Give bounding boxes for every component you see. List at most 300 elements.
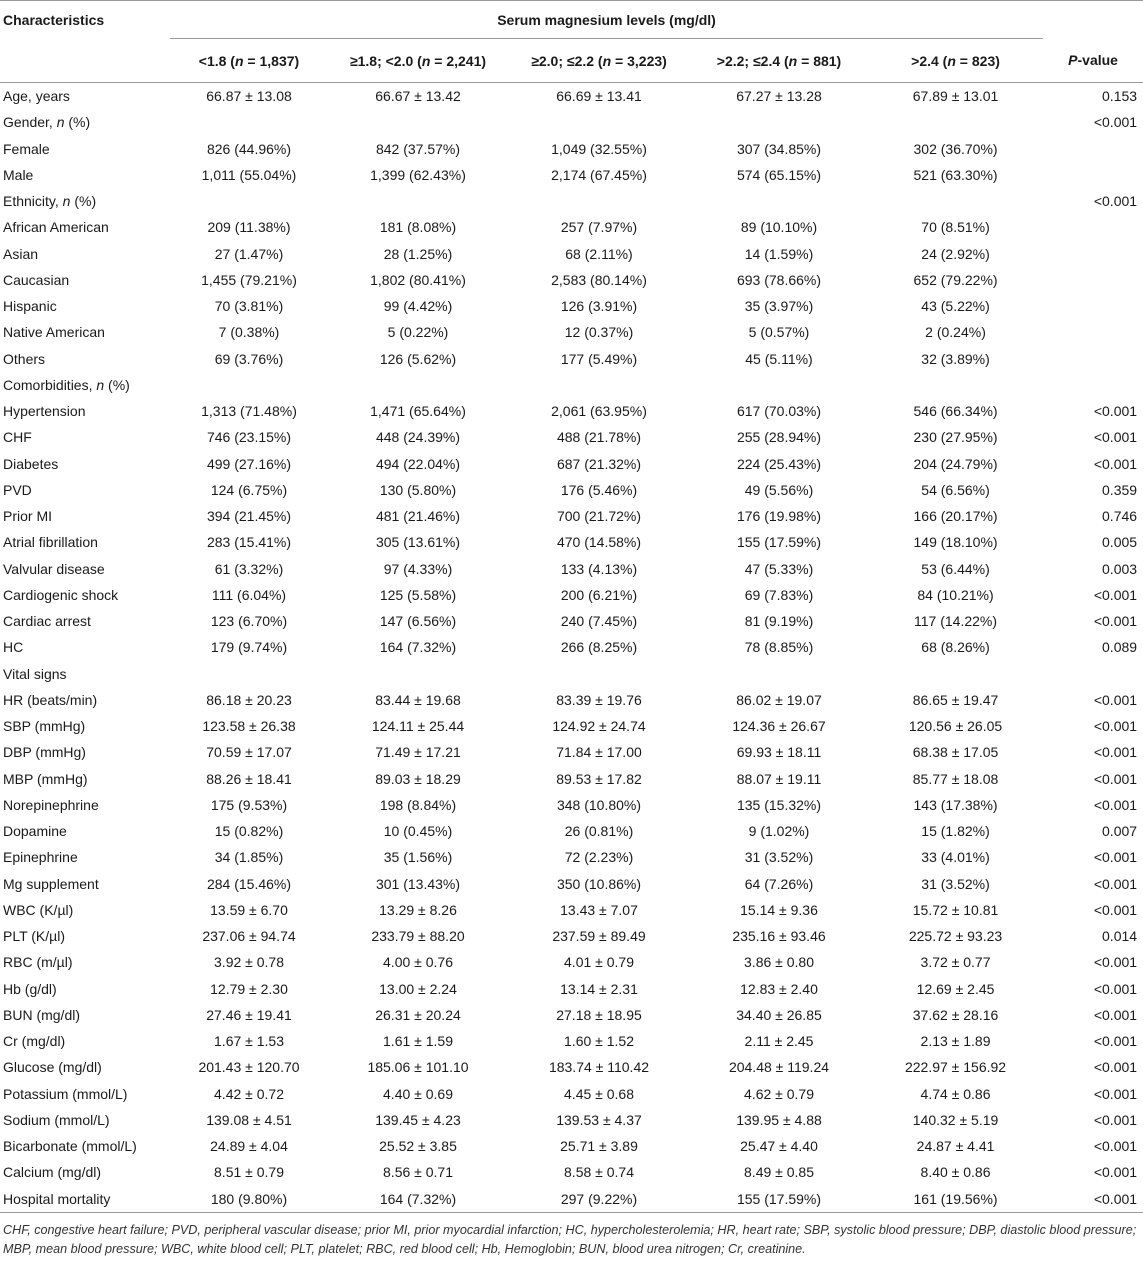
value-cell: 204.48 ± 119.24 [728, 1059, 830, 1076]
value-cell: 175 (9.53%) [210, 796, 288, 813]
value-cell: 72 (2.23%) [564, 849, 634, 866]
value-cell: 235.16 ± 93.46 [732, 928, 826, 945]
value-cell: 305 (13.61%) [375, 534, 461, 551]
value-cell: 1.61 ± 1.59 [383, 1033, 453, 1050]
value-cell: 177 (5.49%) [560, 350, 638, 367]
value-cell: 139.45 ± 4.23 [375, 1111, 461, 1128]
value-cell: 88.07 ± 19.11 [736, 770, 822, 787]
value-cell: 24 (2.92%) [921, 245, 990, 262]
value-cell: 139.08 ± 4.51 [206, 1111, 292, 1128]
table-row [0, 608, 1143, 634]
pvalue-cell: 0.746 [1102, 508, 1138, 525]
value-cell: 12.79 ± 2.30 [210, 980, 288, 997]
value-cell: 301 (13.43%) [375, 875, 461, 892]
pvalue-cell: <0.001 [1093, 1111, 1138, 1128]
table-row [0, 214, 1143, 240]
value-cell: 348 (10.80%) [556, 796, 642, 813]
value-cell: 13.43 ± 7.07 [560, 901, 638, 918]
value-cell: 97 (4.33%) [383, 560, 453, 577]
value-cell: 26.31 ± 20.24 [375, 1006, 461, 1023]
row-label: Diabetes [3, 455, 59, 472]
row-label: WBC (K/µl) [3, 901, 74, 918]
pvalue-cell: <0.001 [1093, 193, 1138, 210]
value-cell: 28 (1.25%) [383, 245, 453, 262]
value-cell: 31 (3.52%) [921, 875, 990, 892]
value-cell [868, 109, 1043, 135]
pvalue-cell: <0.001 [1093, 586, 1138, 603]
value-cell: 25.47 ± 4.40 [740, 1138, 818, 1155]
row-label: Glucose (mg/dl) [3, 1059, 102, 1076]
pvalue-cell: <0.001 [1093, 613, 1138, 630]
value-cell: 86.18 ± 20.23 [206, 691, 292, 708]
row-label: Age, years [3, 88, 70, 105]
value-cell: 24.87 ± 4.41 [916, 1138, 995, 1155]
pvalue-cell [1043, 214, 1143, 240]
value-cell: 35 (3.97%) [744, 298, 814, 315]
row-label: Others [3, 350, 46, 367]
value-cell: 470 (14.58%) [556, 534, 642, 551]
value-cell: 69.93 ± 18.11 [736, 744, 822, 761]
pvalue-cell [1043, 372, 1143, 398]
value-cell: 66.87 ± 13.08 [206, 88, 292, 105]
table-row [0, 792, 1143, 818]
pvalue-cell: <0.001 [1093, 901, 1138, 918]
table-row [0, 897, 1143, 923]
value-cell [868, 372, 1043, 398]
value-cell: 255 (28.94%) [736, 429, 822, 446]
row-label: HC [3, 639, 24, 656]
value-cell: 26 (0.81%) [564, 823, 634, 840]
value-cell: 237.59 ± 89.49 [552, 928, 646, 945]
table-row [0, 267, 1143, 293]
pvalue-cell: <0.001 [1093, 718, 1138, 735]
characteristics-header: Characteristics [0, 1, 170, 39]
value-cell: 85.77 ± 18.08 [912, 770, 999, 787]
row-label: BUN (mg/dl) [3, 1006, 81, 1023]
value-cell: 1.60 ± 1.52 [564, 1033, 634, 1050]
value-cell [868, 661, 1043, 687]
value-cell: 25.52 ± 3.85 [379, 1138, 457, 1155]
value-cell: 166 (20.17%) [913, 508, 998, 525]
table-row [0, 739, 1143, 765]
value-cell: 181 (8.08%) [379, 219, 457, 236]
row-label: SBP (mmHg) [3, 718, 86, 735]
row-label: MBP (mmHg) [3, 770, 88, 787]
value-cell: 574 (65.15%) [736, 166, 822, 183]
table-row [0, 398, 1143, 424]
value-cell: 204 (24.79%) [913, 455, 998, 472]
value-cell: 687 (21.32%) [556, 455, 642, 472]
value-cell: 155 (17.59%) [736, 534, 822, 551]
value-cell: 12.69 ± 2.45 [916, 980, 995, 997]
value-cell: 89.03 ± 18.29 [375, 770, 461, 787]
pvalue-cell: 0.003 [1102, 560, 1138, 577]
value-cell: 2,583 (80.14%) [551, 271, 647, 288]
value-cell: 3.92 ± 0.78 [214, 954, 284, 971]
value-cell: 546 (66.34%) [913, 403, 998, 420]
value-cell: 307 (34.85%) [736, 140, 822, 157]
value-cell: 8.56 ± 0.71 [383, 1164, 453, 1181]
row-label: Norepinephrine [3, 796, 99, 813]
value-cell: 201.43 ± 120.70 [198, 1059, 300, 1076]
table-row [0, 109, 1143, 135]
value-cell: 448 (24.39%) [375, 429, 461, 446]
value-cell: 5 (0.57%) [748, 324, 810, 341]
value-cell: 84 (10.21%) [917, 586, 994, 603]
table-row [0, 136, 1143, 162]
pvalue-cell: 0.153 [1102, 88, 1138, 105]
value-cell: 155 (17.59%) [690, 1186, 868, 1213]
value-cell: 83.39 ± 19.76 [556, 691, 642, 708]
row-label: Cardiogenic shock [3, 586, 119, 603]
value-cell: 693 (78.66%) [736, 271, 822, 288]
value-cell: 284 (15.46%) [206, 875, 292, 892]
value-cell: 70 (8.51%) [921, 219, 990, 236]
value-cell: 68 (8.26%) [921, 639, 990, 656]
value-cell: 8.40 ± 0.86 [920, 1164, 991, 1181]
value-cell [170, 188, 328, 214]
table-row [0, 556, 1143, 582]
value-cell: 183.74 ± 110.42 [548, 1059, 650, 1076]
row-label: Epinephrine [3, 849, 78, 866]
value-cell: 70.59 ± 17.07 [206, 744, 292, 761]
row-label: CHF [3, 429, 32, 446]
pvalue-cell [1043, 136, 1143, 162]
value-cell: 88.26 ± 18.41 [206, 770, 292, 787]
pvalue-cell: 0.089 [1102, 639, 1138, 656]
pvalue-cell: <0.001 [1093, 1138, 1138, 1155]
value-cell: 24.89 ± 4.04 [210, 1138, 288, 1155]
value-cell: 4.45 ± 0.68 [564, 1085, 634, 1102]
row-label: RBC (m/µl) [3, 954, 73, 971]
value-cell: 297 (9.22%) [508, 1186, 690, 1213]
value-cell: 78 (8.85%) [744, 639, 814, 656]
header-row-top [0, 1, 1143, 39]
value-cell: 230 (27.95%) [913, 429, 998, 446]
value-cell: 32 (3.89%) [921, 350, 990, 367]
row-label: Bicarbonate (mmol/L) [3, 1138, 137, 1155]
pvalue-cell: <0.001 [1093, 429, 1138, 446]
value-cell [690, 109, 868, 135]
value-cell: 10 (0.45%) [383, 823, 453, 840]
value-cell: 8.58 ± 0.74 [564, 1164, 634, 1181]
table-row [0, 477, 1143, 503]
value-cell: 86.02 ± 19.07 [736, 691, 822, 708]
value-cell: 81 (9.19%) [744, 613, 814, 630]
value-cell: 69 (7.83%) [744, 586, 814, 603]
value-cell: 64 (7.26%) [744, 875, 814, 892]
value-cell: 4.62 ± 0.79 [744, 1085, 814, 1102]
row-label: Gender, n (%) [3, 114, 91, 131]
pvalue-cell: <0.001 [1093, 1164, 1138, 1181]
pvalue-cell [1043, 319, 1143, 345]
table-row [0, 529, 1143, 555]
value-cell: 826 (44.96%) [206, 140, 292, 157]
value-cell: 1,011 (55.04%) [201, 166, 297, 183]
row-label: Asian [3, 245, 39, 262]
value-cell: 143 (17.38%) [913, 796, 998, 813]
value-cell: 394 (21.45%) [206, 508, 292, 525]
pvalue-header: P-value [1043, 39, 1143, 83]
value-cell: 198 (8.84%) [379, 796, 457, 813]
value-cell: 4.01 ± 0.79 [564, 954, 634, 971]
row-label: Caucasian [3, 271, 70, 288]
value-cell: 117 (14.22%) [914, 613, 998, 630]
value-cell: 494 (22.04%) [375, 455, 461, 472]
value-cell: 71.84 ± 17.00 [556, 744, 642, 761]
value-cell: 47 (5.33%) [744, 560, 814, 577]
table-row [0, 1028, 1143, 1054]
row-label: Female [3, 140, 50, 157]
pvalue-cell [1043, 267, 1143, 293]
header-spacer [1043, 1, 1143, 39]
value-cell: 61 (3.32%) [214, 560, 284, 577]
table-row [0, 293, 1143, 319]
value-cell: 222.97 ± 156.92 [904, 1059, 1007, 1076]
table-row [0, 83, 1143, 110]
pvalue-cell: <0.001 [1093, 1059, 1138, 1076]
pvalue-cell [1043, 346, 1143, 372]
value-cell: 45 (5.11%) [745, 350, 813, 367]
table-row [0, 949, 1143, 975]
table-row [0, 818, 1143, 844]
value-cell: 499 (27.16%) [206, 455, 292, 472]
row-label: Hypertension [3, 403, 86, 420]
value-cell: 746 (23.15%) [206, 429, 292, 446]
value-cell: 1,399 (62.43%) [370, 166, 466, 183]
row-label: Ethnicity, n (%) [3, 193, 97, 210]
value-cell: 842 (37.57%) [375, 140, 461, 157]
value-cell: 176 (5.46%) [560, 481, 638, 498]
table-row [0, 1186, 1143, 1213]
table-row [0, 241, 1143, 267]
value-cell: 43 (5.22%) [921, 298, 990, 315]
value-cell: 4.00 ± 0.76 [383, 954, 453, 971]
value-cell: 149 (18.10%) [913, 534, 998, 551]
row-label: DBP (mmHg) [3, 744, 86, 761]
value-cell [170, 109, 328, 135]
pvalue-cell: <0.001 [1093, 744, 1138, 761]
value-cell: 89.53 ± 17.82 [556, 770, 642, 787]
value-cell: 15.14 ± 9.36 [740, 901, 818, 918]
value-cell: 31 (3.52%) [744, 849, 814, 866]
table-row [0, 1133, 1143, 1159]
value-cell: 481 (21.46%) [375, 508, 461, 525]
value-cell: 12 (0.37%) [564, 324, 634, 341]
table-row [0, 1054, 1143, 1080]
pvalue-cell: <0.001 [1093, 403, 1138, 420]
table-row [0, 844, 1143, 870]
table-row [0, 346, 1143, 372]
value-cell: 66.69 ± 13.41 [556, 88, 642, 105]
row-label: Cr (mg/dl) [3, 1033, 66, 1050]
value-cell: 7 (0.38%) [218, 324, 280, 341]
column-header-1: <1.8 (n = 1,837) [170, 39, 328, 83]
value-cell: 14 (1.59%) [744, 245, 814, 262]
pvalue-cell: <0.001 [1093, 455, 1138, 472]
value-cell: 225.72 ± 93.23 [908, 928, 1003, 945]
pvalue-cell: <0.001 [1093, 875, 1138, 892]
value-cell: 133 (4.13%) [560, 560, 638, 577]
value-cell: 86.65 ± 19.47 [912, 691, 999, 708]
table-row [0, 503, 1143, 529]
value-cell: 67.27 ± 13.28 [736, 88, 822, 105]
row-label: Hospital mortality [0, 1186, 170, 1213]
table-row [0, 424, 1143, 450]
table-row [0, 582, 1143, 608]
value-cell: 1,455 (79.21%) [201, 271, 297, 288]
value-cell: 69 (3.76%) [214, 350, 284, 367]
row-label: Prior MI [3, 508, 52, 525]
value-cell [690, 661, 868, 687]
value-cell: 3.72 ± 0.77 [920, 954, 991, 971]
pvalue-cell: <0.001 [1093, 1033, 1138, 1050]
value-cell: 350 (10.86%) [556, 875, 642, 892]
value-cell: 68.38 ± 17.05 [912, 744, 999, 761]
value-cell: 1,471 (65.64%) [370, 403, 466, 420]
table-row [0, 687, 1143, 713]
table-row [0, 451, 1143, 477]
table-header [0, 1, 1143, 83]
value-cell: 266 (8.25%) [560, 639, 638, 656]
table-row [0, 634, 1143, 660]
row-label: PLT (K/µl) [3, 928, 66, 945]
pvalue-cell: <0.001 [1093, 849, 1138, 866]
column-header-5: >2.4 (n = 823) [868, 39, 1043, 83]
pvalue-cell [1043, 293, 1143, 319]
value-cell [508, 661, 690, 687]
value-cell: 33 (4.01%) [921, 849, 990, 866]
row-label: Valvular disease [3, 560, 105, 577]
value-cell: 9 (1.02%) [748, 823, 810, 840]
row-label: Comorbidities, n (%) [3, 376, 130, 393]
value-cell: 4.74 ± 0.86 [920, 1085, 991, 1102]
pvalue-cell: <0.001 [1093, 1006, 1138, 1023]
value-cell: 488 (21.78%) [556, 429, 642, 446]
value-cell: 37.62 ± 28.16 [912, 1006, 999, 1023]
value-cell: 15 (0.82%) [214, 823, 284, 840]
value-cell: 66.67 ± 13.42 [375, 88, 461, 105]
value-cell [508, 372, 690, 398]
table-row [0, 1159, 1143, 1185]
row-label: Cardiac arrest [3, 613, 91, 630]
value-cell: 652 (79.22%) [913, 271, 998, 288]
pvalue-cell: <0.001 [1093, 770, 1138, 787]
value-cell: 68 (2.11%) [565, 245, 633, 262]
pvalue-cell [1043, 661, 1143, 687]
row-label: Vital signs [3, 665, 67, 682]
value-cell: 27.46 ± 19.41 [206, 1006, 292, 1023]
value-cell: 164 (7.32%) [328, 1186, 508, 1213]
value-cell: 124 (6.75%) [210, 481, 288, 498]
value-cell: 34 (1.85%) [214, 849, 284, 866]
value-cell: 257 (7.97%) [560, 219, 638, 236]
value-cell: 120.56 ± 26.05 [908, 718, 1003, 735]
value-cell: 67.89 ± 13.01 [912, 88, 999, 105]
table-body [0, 83, 1143, 1213]
value-cell: 54 (6.56%) [921, 481, 990, 498]
value-cell: 15.72 ± 10.81 [912, 901, 999, 918]
value-cell [868, 188, 1043, 214]
value-cell: 8.51 ± 0.79 [214, 1164, 284, 1181]
value-cell: 1,313 (71.48%) [201, 403, 297, 420]
value-cell [170, 372, 328, 398]
value-cell: 12.83 ± 2.40 [740, 980, 818, 997]
pvalue-cell: 0.007 [1102, 823, 1138, 840]
group-title: Serum magnesium levels (mg/dl) [497, 11, 716, 28]
value-cell: 164 (7.32%) [379, 639, 457, 656]
value-cell: 139.95 ± 4.88 [736, 1111, 822, 1128]
value-cell: 8.49 ± 0.85 [744, 1164, 814, 1181]
value-cell [508, 188, 690, 214]
value-cell: 27.18 ± 18.95 [556, 1006, 642, 1023]
value-cell: 147 (6.56%) [379, 613, 457, 630]
table-row [0, 1081, 1143, 1107]
value-cell: 139.53 ± 4.37 [556, 1111, 642, 1128]
value-cell: 5 (0.22%) [387, 324, 449, 341]
column-header-4: >2.2; ≤2.4 (n = 881) [690, 39, 868, 83]
table-row [0, 188, 1143, 214]
value-cell: 35 (1.56%) [383, 849, 453, 866]
column-header-2: ≥1.8; <2.0 (n = 2,241) [328, 39, 508, 83]
header-empty-cell [0, 39, 170, 83]
value-cell: 2,061 (63.95%) [551, 403, 647, 420]
value-cell: 240 (7.45%) [560, 613, 638, 630]
value-cell: 283 (15.41%) [206, 534, 292, 551]
table-row [0, 976, 1143, 1002]
value-cell: 89 (10.10%) [740, 219, 818, 236]
row-label: Hispanic [3, 298, 57, 315]
pvalue-cell: 0.359 [1102, 481, 1138, 498]
table-row [0, 162, 1143, 188]
value-cell: 27 (1.47%) [214, 245, 284, 262]
value-cell: 13.14 ± 2.31 [560, 980, 638, 997]
group-header [170, 1, 1043, 39]
value-cell: 126 (3.91%) [560, 298, 638, 315]
table-row [0, 871, 1143, 897]
table-row [0, 1002, 1143, 1028]
pvalue-cell: <0.001 [1093, 1085, 1138, 1102]
value-cell: 135 (15.32%) [736, 796, 822, 813]
value-cell: 237.06 ± 94.74 [202, 928, 296, 945]
value-cell [328, 661, 508, 687]
value-cell: 179 (9.74%) [210, 639, 288, 656]
value-cell: 161 (19.56%) [868, 1186, 1043, 1213]
row-label: Male [3, 166, 34, 183]
pvalue-cell: <0.001 [1093, 691, 1138, 708]
pvalue-cell: <0.001 [1093, 980, 1138, 997]
value-cell: 700 (21.72%) [556, 508, 642, 525]
row-label: African American [3, 219, 109, 236]
pvalue-cell: <0.001 [1043, 1186, 1143, 1213]
column-header-3: ≥2.0; ≤2.2 (n = 3,223) [508, 39, 690, 83]
value-cell: 2 (0.24%) [925, 324, 986, 341]
value-cell: 176 (19.98%) [736, 508, 822, 525]
value-cell: 1,802 (80.41%) [370, 271, 466, 288]
row-label: Potassium (mmol/L) [3, 1085, 128, 1102]
value-cell: 49 (5.56%) [744, 481, 814, 498]
value-cell: 2,174 (67.45%) [551, 166, 647, 183]
pvalue-cell: 0.005 [1102, 534, 1138, 551]
row-label: Native American [3, 324, 105, 341]
value-cell: 123 (6.70%) [210, 613, 288, 630]
value-cell: 233.79 ± 88.20 [371, 928, 465, 945]
table-row [0, 1107, 1143, 1133]
table-footnote: CHF, congestive heart failure; PVD, peripheral vascular disease; prior MI, prior myocardial infarction; HC, hypercholesterolemia; HR, heart rate; SBP, systolic blood pressure; DBP, diastolic blood pressure; MBP, mean blood pressure; WBC, white blood cell; PLT, platelet; RBC, red blood cell; Hb, Hemoglobin; BUN, blood urea nitrogen; Cr, creatinine. [3, 1222, 1137, 1256]
value-cell: 99 (4.42%) [383, 298, 453, 315]
value-cell: 83.44 ± 19.68 [375, 691, 461, 708]
pvalue-cell: 0.014 [1102, 928, 1138, 945]
